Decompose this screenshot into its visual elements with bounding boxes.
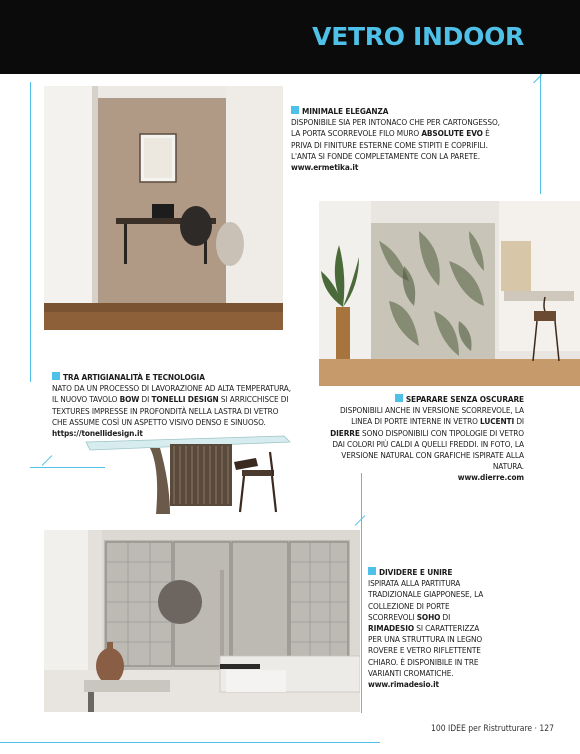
glass-door-illustration — [319, 201, 580, 386]
brand-name: TONELLI DESIGN — [151, 394, 219, 405]
office-illustration — [44, 86, 283, 330]
section-title: VETRO INDOOR — [312, 22, 524, 51]
article-heading: SEPARARE SENZA OSCURARE — [322, 394, 524, 405]
photo-office-sliding-door — [44, 86, 283, 330]
bullet-square-icon — [52, 372, 60, 380]
article-heading: DIVIDERE E UNIRE — [368, 567, 488, 578]
photo-glass-door-plants — [319, 201, 580, 386]
article-body: DISPONIBILI ANCHE IN VERSIONE SCORREVOLE, LA LINEA DI PORTE INTERNE IN VETRO — [339, 405, 524, 427]
guide-line — [361, 473, 362, 713]
glass-table-illustration — [84, 432, 304, 517]
brand-link[interactable]: https://tonellidesign.it — [52, 428, 143, 439]
article-body: SONO DISPONIBILI CON TIPOLOGIE DI VETRO DAI COLORI PIÙ CALDI A QUELLI FREDDI. IN FOTO, LA VERSIONE NATURAL CON GRAFICHE ISPIRATE ALLA NATURA. — [332, 427, 524, 472]
brand-link[interactable]: www.rimadesio.it — [368, 679, 439, 690]
brand-name: RIMADESIO — [368, 623, 414, 634]
article-dividere-e-unire: DIVIDERE E UNIRE ISPIRATA ALLA PARTITURA TRADIZIONALE GIAPPONESE, LA COLLEZIONE DI PORTE SCORREVOLI SOHO DI RIMADESIO SI CARATTERIZZA PER UNA STRUTTURA IN LEGNO ROVERE E VETRO RIFLETTENTE CHIARO. È DISPONIBILE IN TRE VARIANTI CROMATICHE. www.rimadesio.it — [368, 567, 488, 690]
bullet-square-icon — [395, 394, 403, 402]
article-body: ISPIRATA ALLA PARTITURA TRADIZIONALE GIAPPONESE, LA COLLEZIONE DI PORTE SCORREVOLI — [368, 578, 484, 622]
product-name: BOW — [119, 394, 140, 405]
guide-line — [540, 74, 541, 194]
guide-line — [0, 742, 380, 743]
article-body: SI CARATTERIZZA PER UNA STRUTTURA IN LEGNO ROVERE E VETRO RIFLETTENTE CHIARO. È DISPONIBILE IN TRE VARIANTI CROMATICHE. — [368, 623, 483, 678]
article-separare-senza-oscurare: SEPARARE SENZA OSCURARE DISPONIBILI ANCHE IN VERSIONE SCORREVOLE, LA LINEA DI PORTE INTERNE IN VETRO LUCENTI DI DIERRE SONO DISPONIBILI CON TIPOLOGIE DI VETRO DAI COLORI PIÙ CALDI A QUELLI FREDDI. IN FOTO, LA VERSIONE NATURAL CON GRAFICHE ISPIRATE ALLA NATURA. www.dierre.com — [322, 394, 524, 484]
guide-line — [30, 82, 31, 382]
living-room-illustration — [44, 530, 360, 712]
article-heading: TRA ARTIGIANALITÀ E TECNOLOGIA — [52, 372, 292, 383]
guide-line — [42, 455, 53, 466]
article-body: DISPONIBILE SIA PER INTONACO CHE PER CARTONGESSO, LA PORTA SCORREVOLE FILO MURO — [291, 117, 500, 139]
bullet-square-icon — [291, 106, 299, 114]
article-body: È PRIVA DI FINITURE ESTERNE COME STIPITI E COPRIFILI. L'ANTA SI FONDE COMPLETAMENTE CON LA PARETE. — [291, 128, 490, 161]
product-name: SOHO — [416, 611, 441, 622]
brand-name: DIERRE — [330, 427, 360, 438]
page-header — [0, 0, 580, 74]
brand-link[interactable]: www.dierre.com — [457, 472, 524, 483]
article-artigianalita-tecnologia: TRA ARTIGIANALITÀ E TECNOLOGIA NATO DA UN PROCESSO DI LAVORAZIONE AD ALTA TEMPERATURA, IL NUOVO TAVOLO BOW DI TONELLI DESIGN SI ARRICCHISCE DI TEXTURES IMPRESSE IN PROFONDITÀ NELLA LASTRA DI VETRO CHE ASSUME COSÌ UN ASPETTO VISIVO DENSO E SINUOSO. https://tonellidesign.it — [52, 372, 291, 439]
bullet-square-icon — [368, 567, 376, 575]
page-footer: 100 IDEE per Ristrutturare · 127 — [431, 724, 555, 734]
article-heading: MINIMALE ELEGANZA — [291, 106, 506, 117]
article-body: SI ARRICCHISCE DI TEXTURES IMPRESSE IN PROFONDITÀ NELLA LASTRA DI VETRO CHE ASSUME COSÌ UN ASPETTO VISIVO DENSO E SINUOSO. — [52, 394, 289, 427]
article-body: NATO DA UN PROCESSO DI LAVORAZIONE AD ALTA TEMPERATURA, IL NUOVO TAVOLO — [52, 383, 291, 405]
guide-line — [355, 515, 366, 526]
photo-living-room-sliding-doors — [44, 530, 360, 712]
product-name: ABSOLUTE EVO — [421, 128, 483, 139]
brand-link[interactable]: www.ermetika.it — [291, 162, 359, 173]
product-name: LUCENTI — [480, 416, 515, 427]
photo-glass-table — [84, 432, 304, 517]
article-minimale-eleganza — [291, 106, 506, 173]
